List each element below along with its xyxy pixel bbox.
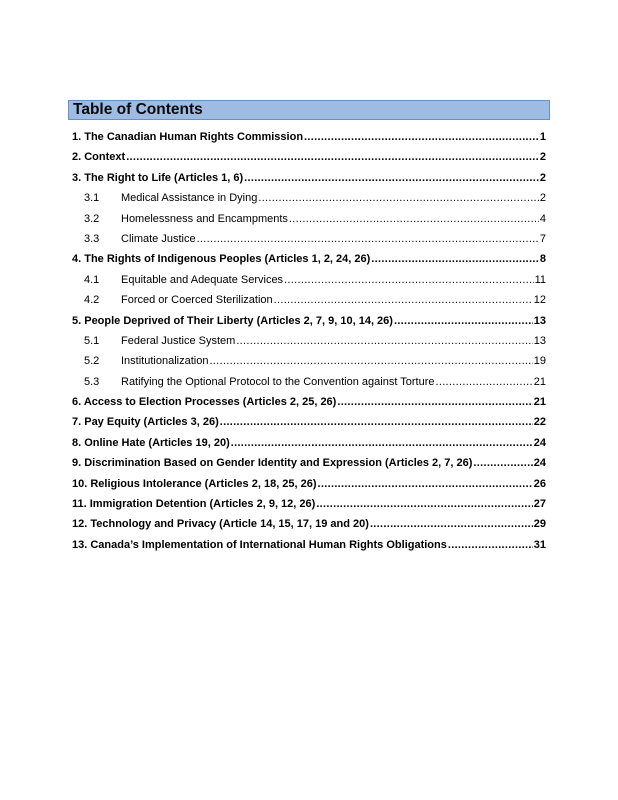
toc-dot-leader — [197, 229, 539, 249]
toc-entry[interactable] — [72, 249, 546, 269]
toc-entry[interactable] — [72, 514, 546, 534]
toc-entry[interactable] — [72, 351, 546, 371]
toc-entry-title[interactable]: 6. Access to Election Processes (Articles 2, 25, 26) — [72, 396, 337, 409]
toc-entry[interactable] — [72, 188, 546, 208]
toc-dot-leader — [318, 474, 533, 494]
toc-entry-title[interactable]: 11. Immigration Detention (Articles 2, 9, 12, 26) — [72, 498, 316, 511]
toc-dot-leader — [231, 433, 533, 453]
toc-entry-number: 3.3 — [84, 232, 100, 245]
toc-entry[interactable] — [72, 494, 546, 514]
toc-entry-title[interactable]: 10. Religious Intolerance (Articles 2, 18, 25, 26) — [72, 477, 317, 490]
toc-entry-page[interactable]: 24 — [533, 457, 546, 470]
toc-entry-title[interactable]: 5. People Deprived of Their Liberty (Articles 2, 7, 9, 10, 14, 26) — [72, 314, 393, 327]
toc-entry-title[interactable]: Institutionalization — [121, 355, 209, 368]
toc-dot-leader — [126, 147, 539, 167]
toc-dot-leader — [448, 535, 533, 555]
toc-entry-title[interactable]: 2. Context — [72, 151, 126, 164]
toc-entry-page[interactable]: 26 — [533, 477, 546, 490]
toc-entry-page[interactable]: 21 — [533, 396, 546, 409]
toc-heading-bar — [68, 100, 550, 120]
toc-entry-title[interactable]: 9. Discrimination Based on Gender Identity and Expression (Articles 2, 7, 26) — [72, 457, 473, 470]
toc-entry[interactable] — [72, 392, 546, 412]
toc-dot-leader — [473, 453, 532, 473]
toc-entry-title[interactable]: Federal Justice System — [121, 334, 236, 347]
toc-entry[interactable] — [72, 229, 546, 249]
toc-entry-number: 5.1 — [84, 334, 100, 347]
toc-dot-leader — [220, 412, 533, 432]
toc-entry-number: 4.2 — [84, 294, 100, 307]
toc-dot-leader — [289, 209, 539, 229]
toc-entry[interactable] — [72, 372, 546, 392]
toc-entry-page[interactable]: 27 — [533, 498, 546, 511]
toc-entry-page[interactable]: 24 — [533, 436, 546, 449]
toc-entry-page[interactable]: 7 — [539, 232, 546, 245]
toc-entry-title[interactable]: 13. Canada’s Implementation of International Human Rights Obligations — [72, 538, 447, 551]
toc-entry-number: 5.3 — [84, 375, 100, 388]
toc-entry-title[interactable]: 3. The Right to Life (Articles 1, 6) — [72, 171, 244, 184]
toc-entry-page[interactable]: 2 — [539, 192, 546, 205]
toc-entry[interactable] — [72, 168, 546, 188]
toc-entry[interactable] — [72, 290, 546, 310]
toc-entry[interactable] — [72, 453, 546, 473]
toc-entry-page[interactable]: 12 — [533, 294, 546, 307]
toc-dot-leader — [258, 188, 539, 208]
toc-entry-title[interactable]: 7. Pay Equity (Articles 3, 26) — [72, 416, 219, 429]
toc-entry[interactable] — [72, 127, 546, 147]
toc-dot-leader — [435, 372, 532, 392]
toc-heading: Table of Contents — [73, 101, 203, 118]
toc-entries — [72, 127, 546, 555]
toc-dot-leader — [337, 392, 532, 412]
toc-entry-title[interactable]: Equitable and Adequate Services — [121, 273, 284, 286]
toc-entry-page[interactable]: 13 — [533, 334, 546, 347]
toc-dot-leader — [370, 514, 533, 534]
toc-entry-page[interactable]: 29 — [533, 518, 546, 531]
toc-entry-title[interactable]: 1. The Canadian Human Rights Commission — [72, 131, 304, 143]
toc-entry-page[interactable]: 4 — [539, 212, 546, 225]
toc-dot-leader — [316, 494, 532, 514]
toc-entry-page[interactable]: 8 — [539, 253, 546, 266]
toc-entry[interactable] — [72, 535, 546, 555]
toc-dot-leader — [284, 270, 534, 290]
toc-entry-page[interactable]: 11 — [534, 273, 546, 286]
toc-entry[interactable] — [72, 270, 546, 290]
toc-entry-page[interactable]: 19 — [533, 355, 546, 368]
toc-entry-page[interactable]: 21 — [533, 375, 546, 388]
toc-entry[interactable] — [72, 433, 546, 453]
toc-entry[interactable] — [72, 412, 546, 432]
toc-entry-title[interactable]: Ratifying the Optional Protocol to the Convention against Torture — [121, 375, 435, 388]
toc-entry-title[interactable]: Forced or Coerced Sterilization — [121, 294, 273, 307]
toc-entry-page[interactable]: 22 — [533, 416, 546, 429]
toc-entry-page[interactable]: 2 — [539, 151, 546, 164]
toc-entry-number: 5.2 — [84, 355, 100, 368]
toc-entry-page[interactable]: 2 — [539, 171, 546, 184]
toc-entry-title[interactable]: 4. The Rights of Indigenous Peoples (Articles 1, 2, 24, 26) — [72, 253, 371, 266]
toc-dot-leader — [244, 168, 539, 188]
toc-entry-number: 3.2 — [84, 212, 100, 225]
toc-entry-page[interactable]: 1 — [539, 131, 546, 143]
toc-dot-leader — [274, 290, 533, 310]
toc-entry-title[interactable]: Climate Justice — [121, 232, 196, 245]
toc-entry[interactable] — [72, 331, 546, 351]
toc-entry[interactable] — [72, 147, 546, 167]
toc-entry[interactable] — [72, 311, 546, 331]
toc-entry-page[interactable]: 13 — [533, 314, 546, 327]
toc-dot-leader — [209, 351, 532, 371]
toc-entry[interactable] — [72, 474, 546, 494]
toc-entry[interactable] — [72, 209, 546, 229]
toc-dot-leader — [371, 249, 539, 269]
toc-entry-title[interactable]: Medical Assistance in Dying — [121, 192, 258, 205]
toc-entry-page[interactable]: 31 — [533, 538, 546, 551]
toc-entry-number: 4.1 — [84, 273, 100, 286]
toc-dot-leader — [394, 311, 533, 331]
toc-entry-title[interactable]: Homelessness and Encampments — [121, 212, 288, 225]
toc-entry-title[interactable]: 12. Technology and Privacy (Article 14, 15, 17, 19 and 20) — [72, 518, 369, 531]
toc-entry-number: 3.1 — [84, 192, 100, 205]
toc-dot-leader — [304, 127, 539, 147]
toc-dot-leader — [236, 331, 532, 351]
toc-entry-title[interactable]: 8. Online Hate (Articles 19, 20) — [72, 436, 230, 449]
